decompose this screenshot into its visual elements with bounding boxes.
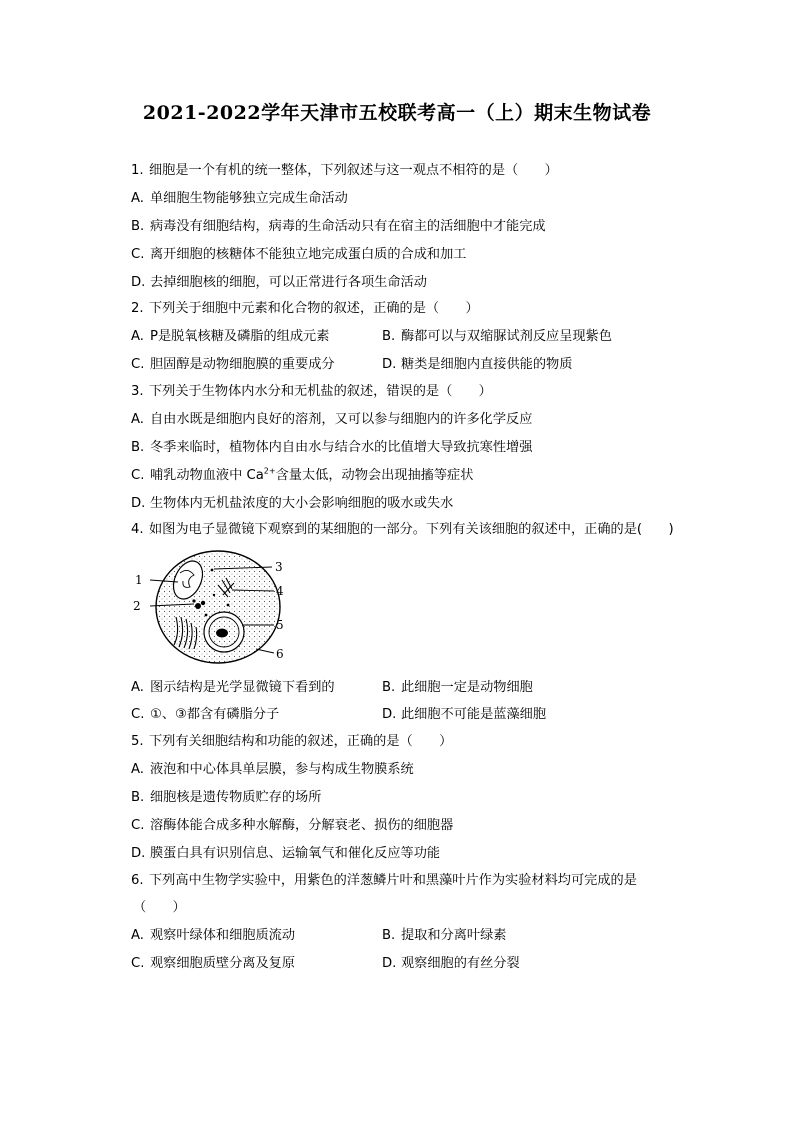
- option-label: C.: [131, 818, 145, 833]
- option-text: 提取和分离叶绿素: [401, 928, 507, 943]
- question-3-option-d: [131, 495, 453, 513]
- option-label: D.: [382, 707, 397, 722]
- superscript-charge: 2+: [263, 466, 276, 476]
- option-label: B.: [382, 329, 396, 344]
- question-number: 3.: [131, 384, 144, 399]
- question-2-option-b: [382, 328, 612, 346]
- question-number: 5.: [131, 734, 144, 749]
- question-text: 下列高中生物学实验中，用紫色的洋葱鳞片叶和黑藻叶片作为实验材料均可完成的是: [149, 873, 637, 888]
- option-text: 去掉细胞核的细胞，可以正常进行各项生命活动: [150, 275, 427, 290]
- cell-diagram-svg: [128, 545, 298, 670]
- question-4-stem: [131, 521, 674, 539]
- option-label: B.: [131, 790, 145, 805]
- option-text: 溶酶体能合成多种水解酶，分解衰老、损伤的细胞器: [150, 818, 454, 833]
- question-4-option-a: [131, 679, 335, 697]
- figure-label-1: 1: [135, 573, 143, 587]
- option-text: 单细胞生物能够独立完成生命活动: [150, 191, 348, 206]
- question-text: 下列有关细胞结构和功能的叙述，正确的是（ ）: [149, 734, 453, 749]
- option-label: A.: [131, 680, 144, 695]
- question-6-stem: [131, 872, 637, 890]
- option-text: 液泡和中心体具单层膜，参与构成生物膜系统: [150, 762, 414, 777]
- question-6-stem-continued: （ ）: [133, 900, 186, 915]
- option-text: 糖类是细胞内直接供能的物质: [401, 357, 573, 372]
- option-text-cont: 含量太低，动物会出现抽搐等症状: [275, 468, 474, 483]
- question-5-option-d: [131, 845, 440, 863]
- question-3-option-c: [131, 467, 473, 485]
- centriole-shape: [195, 603, 201, 609]
- option-label: D.: [131, 275, 146, 290]
- option-label: D.: [131, 846, 146, 861]
- option-text: 此细胞一定是动物细胞: [401, 680, 533, 695]
- question-2-stem: [131, 300, 479, 318]
- option-label: B.: [131, 219, 145, 234]
- option-label: C.: [131, 468, 145, 483]
- question-1-option-b: [131, 218, 546, 236]
- option-text: P是脱氧核糖及磷脂的组成元素: [150, 329, 330, 344]
- option-text: 酶都可以与双缩脲试剂反应呈现紫色: [401, 329, 612, 344]
- question-6-option-b: [382, 927, 507, 945]
- option-label: A.: [131, 762, 144, 777]
- question-text: 下列关于细胞中元素和化合物的叙述，正确的是（ ）: [149, 301, 479, 316]
- question-4-option-c: [131, 706, 279, 724]
- figure-label-4: 4: [276, 584, 284, 598]
- exam-title: 2021-2022学年天津市五校联考高一（上）期末生物试卷: [142, 102, 652, 124]
- cell-diagram: [128, 545, 298, 670]
- option-text: 观察细胞的有丝分裂: [401, 956, 520, 971]
- option-label: C.: [131, 247, 145, 262]
- figure-label-5: 5: [276, 618, 284, 632]
- question-5-option-b: [131, 789, 321, 807]
- option-label: D.: [131, 496, 146, 511]
- option-text: 观察细胞质壁分离及复原: [150, 956, 296, 971]
- option-text: 胆固醇是动物细胞膜的重要成分: [150, 357, 335, 372]
- question-number: 2.: [131, 301, 144, 316]
- question-1-option-c: [131, 246, 467, 264]
- question-number: 1.: [131, 163, 144, 178]
- question-number: 4.: [131, 522, 144, 537]
- figure-label-3: 3: [275, 560, 283, 574]
- question-5-stem: [131, 733, 452, 751]
- question-number: 6.: [131, 873, 144, 888]
- question-1-option-a: [131, 190, 348, 208]
- question-text: 细胞是一个有机的统一整体，下列叙述与这一观点不相符的是（ ）: [149, 163, 558, 178]
- question-text: 如图为电子显微镜下观察到的某细胞的一部分。下列有关该细胞的叙述中，正确的是( ): [149, 522, 674, 537]
- question-6-option-c: [131, 955, 295, 973]
- option-text: 病毒没有细胞结构，病毒的生命活动只有在宿主的活细胞中才能完成: [150, 219, 546, 234]
- question-6-option-a: [131, 927, 295, 945]
- option-text: 哺乳动物血液中 Ca: [150, 468, 264, 483]
- question-1-option-d: [131, 274, 427, 292]
- option-label: C.: [131, 956, 145, 971]
- option-label: B.: [382, 928, 396, 943]
- option-text: 自由水既是细胞内良好的溶剂，又可以参与细胞内的许多化学反应: [150, 412, 533, 427]
- option-label: B.: [131, 440, 145, 455]
- nucleolus-shape: [216, 629, 228, 638]
- question-4-option-b: [382, 679, 533, 697]
- question-5-option-a: [131, 761, 414, 779]
- question-2-option-a: [131, 328, 329, 346]
- option-label: A.: [131, 191, 144, 206]
- option-text: 膜蛋白具有识别信息、运输氧气和催化反应等功能: [150, 846, 441, 861]
- question-3-option-a: [131, 411, 532, 429]
- option-text: 离开细胞的核糖体不能独立地完成蛋白质的合成和加工: [150, 247, 467, 262]
- option-text: 细胞核是遗传物质贮存的场所: [150, 790, 322, 805]
- option-label: A.: [131, 329, 144, 344]
- question-1-stem: [131, 162, 558, 180]
- option-label: A.: [131, 928, 144, 943]
- question-3-option-b: [131, 439, 532, 457]
- option-text: 生物体内无机盐浓度的大小会影响细胞的吸水或失水: [150, 496, 454, 511]
- question-5-option-c: [131, 817, 453, 835]
- question-text: 下列关于生物体内水分和无机盐的叙述，错误的是（ ）: [149, 384, 492, 399]
- figure-label-6: 6: [276, 647, 284, 661]
- option-text: 图示结构是光学显微镜下看到的: [150, 680, 335, 695]
- figure-label-2: 2: [133, 599, 141, 613]
- question-2-option-c: [131, 356, 335, 374]
- option-label: C.: [131, 707, 145, 722]
- option-label: D.: [382, 357, 397, 372]
- option-label: A.: [131, 412, 144, 427]
- question-4-option-d: [382, 706, 546, 724]
- question-2-option-d: [382, 356, 572, 374]
- question-6-option-d: [382, 955, 520, 973]
- option-label: D.: [382, 956, 397, 971]
- option-text: ①、③都含有磷脂分子: [150, 707, 280, 722]
- option-label: C.: [131, 357, 145, 372]
- option-text: 此细胞不可能是蓝藻细胞: [401, 707, 547, 722]
- question-3-stem: [131, 383, 492, 401]
- option-label: B.: [382, 680, 396, 695]
- option-text: 观察叶绿体和细胞质流动: [150, 928, 296, 943]
- option-text: 冬季来临时，植物体内自由水与结合水的比值增大导致抗寒性增强: [150, 440, 533, 455]
